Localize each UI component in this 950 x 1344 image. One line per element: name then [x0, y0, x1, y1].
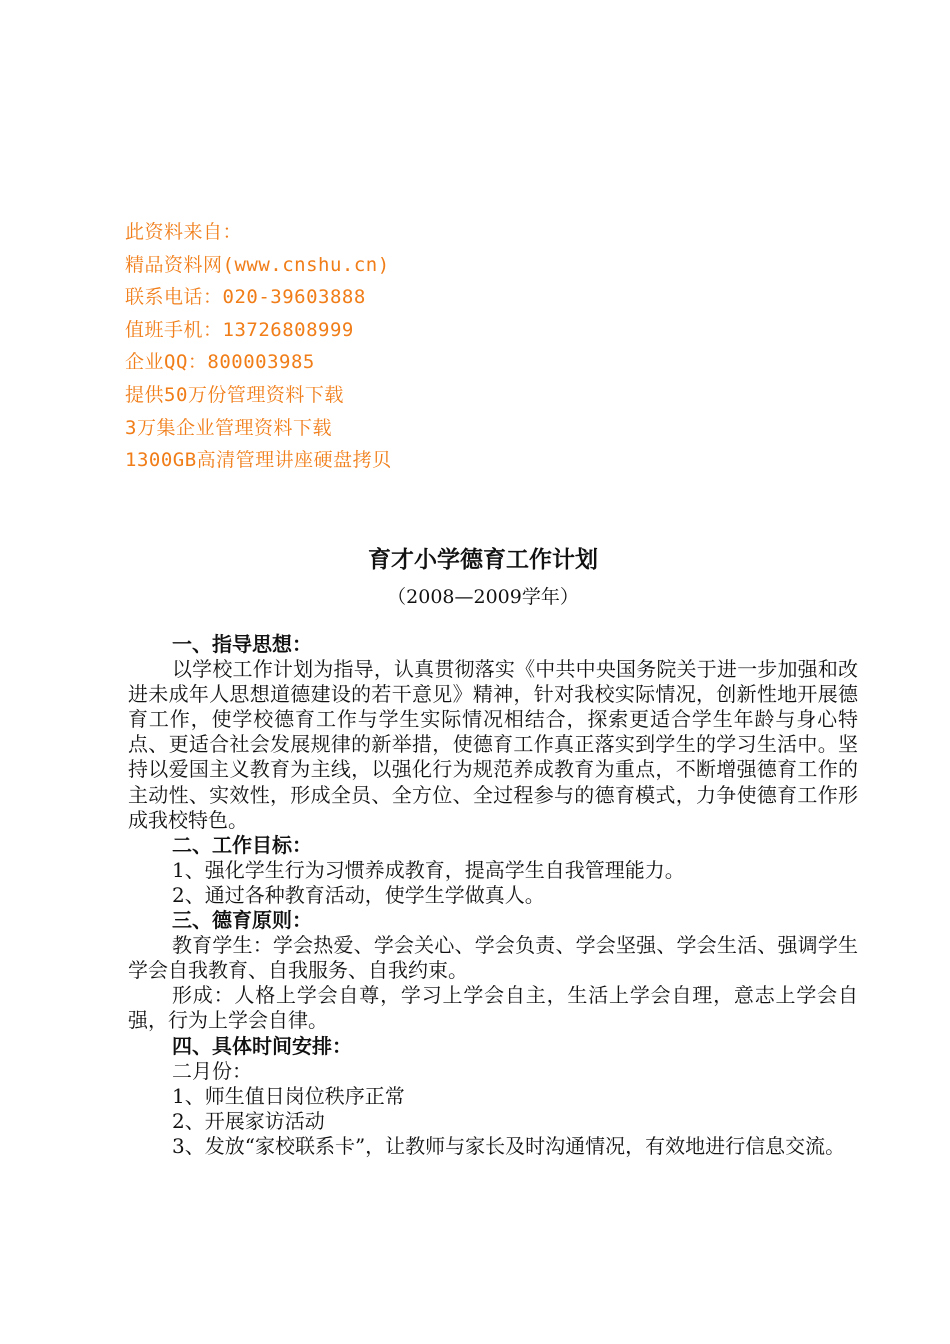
section-heading-principles: 三、德育原则：: [172, 908, 312, 933]
offer-line-2: 3万集企业管理资料下载: [125, 416, 332, 439]
section-heading-schedule: 四、具体时间安排：: [172, 1033, 352, 1058]
document-body: [128, 540, 858, 1159]
document-title: 育才小学德育工作计划: [368, 546, 598, 573]
list-item-schedule-2: 2、开展家访活动: [172, 1108, 325, 1133]
list-item-schedule-3: 3、发放“家校联系卡”，让教师与家长及时沟通情况，有效地进行信息交流。: [172, 1133, 846, 1158]
list-item-goal-1: 1、强化学生行为习惯养成教育，提高学生自我管理能力。: [172, 857, 685, 882]
mobile-line: 值班手机：13726808999: [125, 318, 354, 341]
offer-line-3: 1300GB高清管理讲座硬盘拷贝: [125, 449, 392, 472]
section-paragraph-principles-1: 教育学生：学会热爱、学会关心、学会负责、学会坚强、学会生活、强调学生学会自我教育、自我服务、自我约束。: [128, 933, 858, 983]
document-subtitle: （2008—2009学年）: [387, 586, 579, 608]
section-paragraph-guiding-ideology: 以学校工作计划为指导，认真贯彻落实《中共中央国务院关于进一步加强和改进未成年人思想道德建设的若干意见》精神，针对我校实际情况，创新性地开展德育工作，使学校德育工作与学生实际情况相结合，探索更适合学生年龄与身心特点、更适合社会发展规律的新举措，使德育工作真正落实到学生的学习生活中。坚持以爱国主义教育为主线，以强化行为规范养成教育为重点，不断增强德育工作的主动性、实效性，形成全员、全方位、全过程参与的德育模式，力争使德育工作形成我校特色。: [128, 657, 858, 832]
source-info-block: [125, 216, 625, 477]
section-heading-work-goals: 二、工作目标：: [172, 832, 312, 857]
section-paragraph-principles-2: 形成：人格上学会自尊，学习上学会自主，生活上学会自理，意志上学会自强，行为上学会自律。: [128, 983, 858, 1033]
list-item-goal-2: 2、通过各种教育活动，使学生学做真人。: [172, 882, 545, 907]
phone-line: 联系电话：020-39603888: [125, 286, 366, 309]
offer-line-1: 提供50万份管理资料下载: [125, 383, 344, 406]
schedule-month-label: 二月份：: [172, 1058, 252, 1083]
qq-line: 企业QQ：800003985: [125, 351, 315, 374]
list-item-schedule-1: 1、师生值日岗位秩序正常: [172, 1083, 405, 1108]
source-label: 此资料来自：: [125, 221, 243, 243]
section-heading-guiding-ideology: 一、指导思想：: [172, 632, 312, 656]
website-line: 精品资料网(www.cnshu.cn): [125, 253, 390, 276]
